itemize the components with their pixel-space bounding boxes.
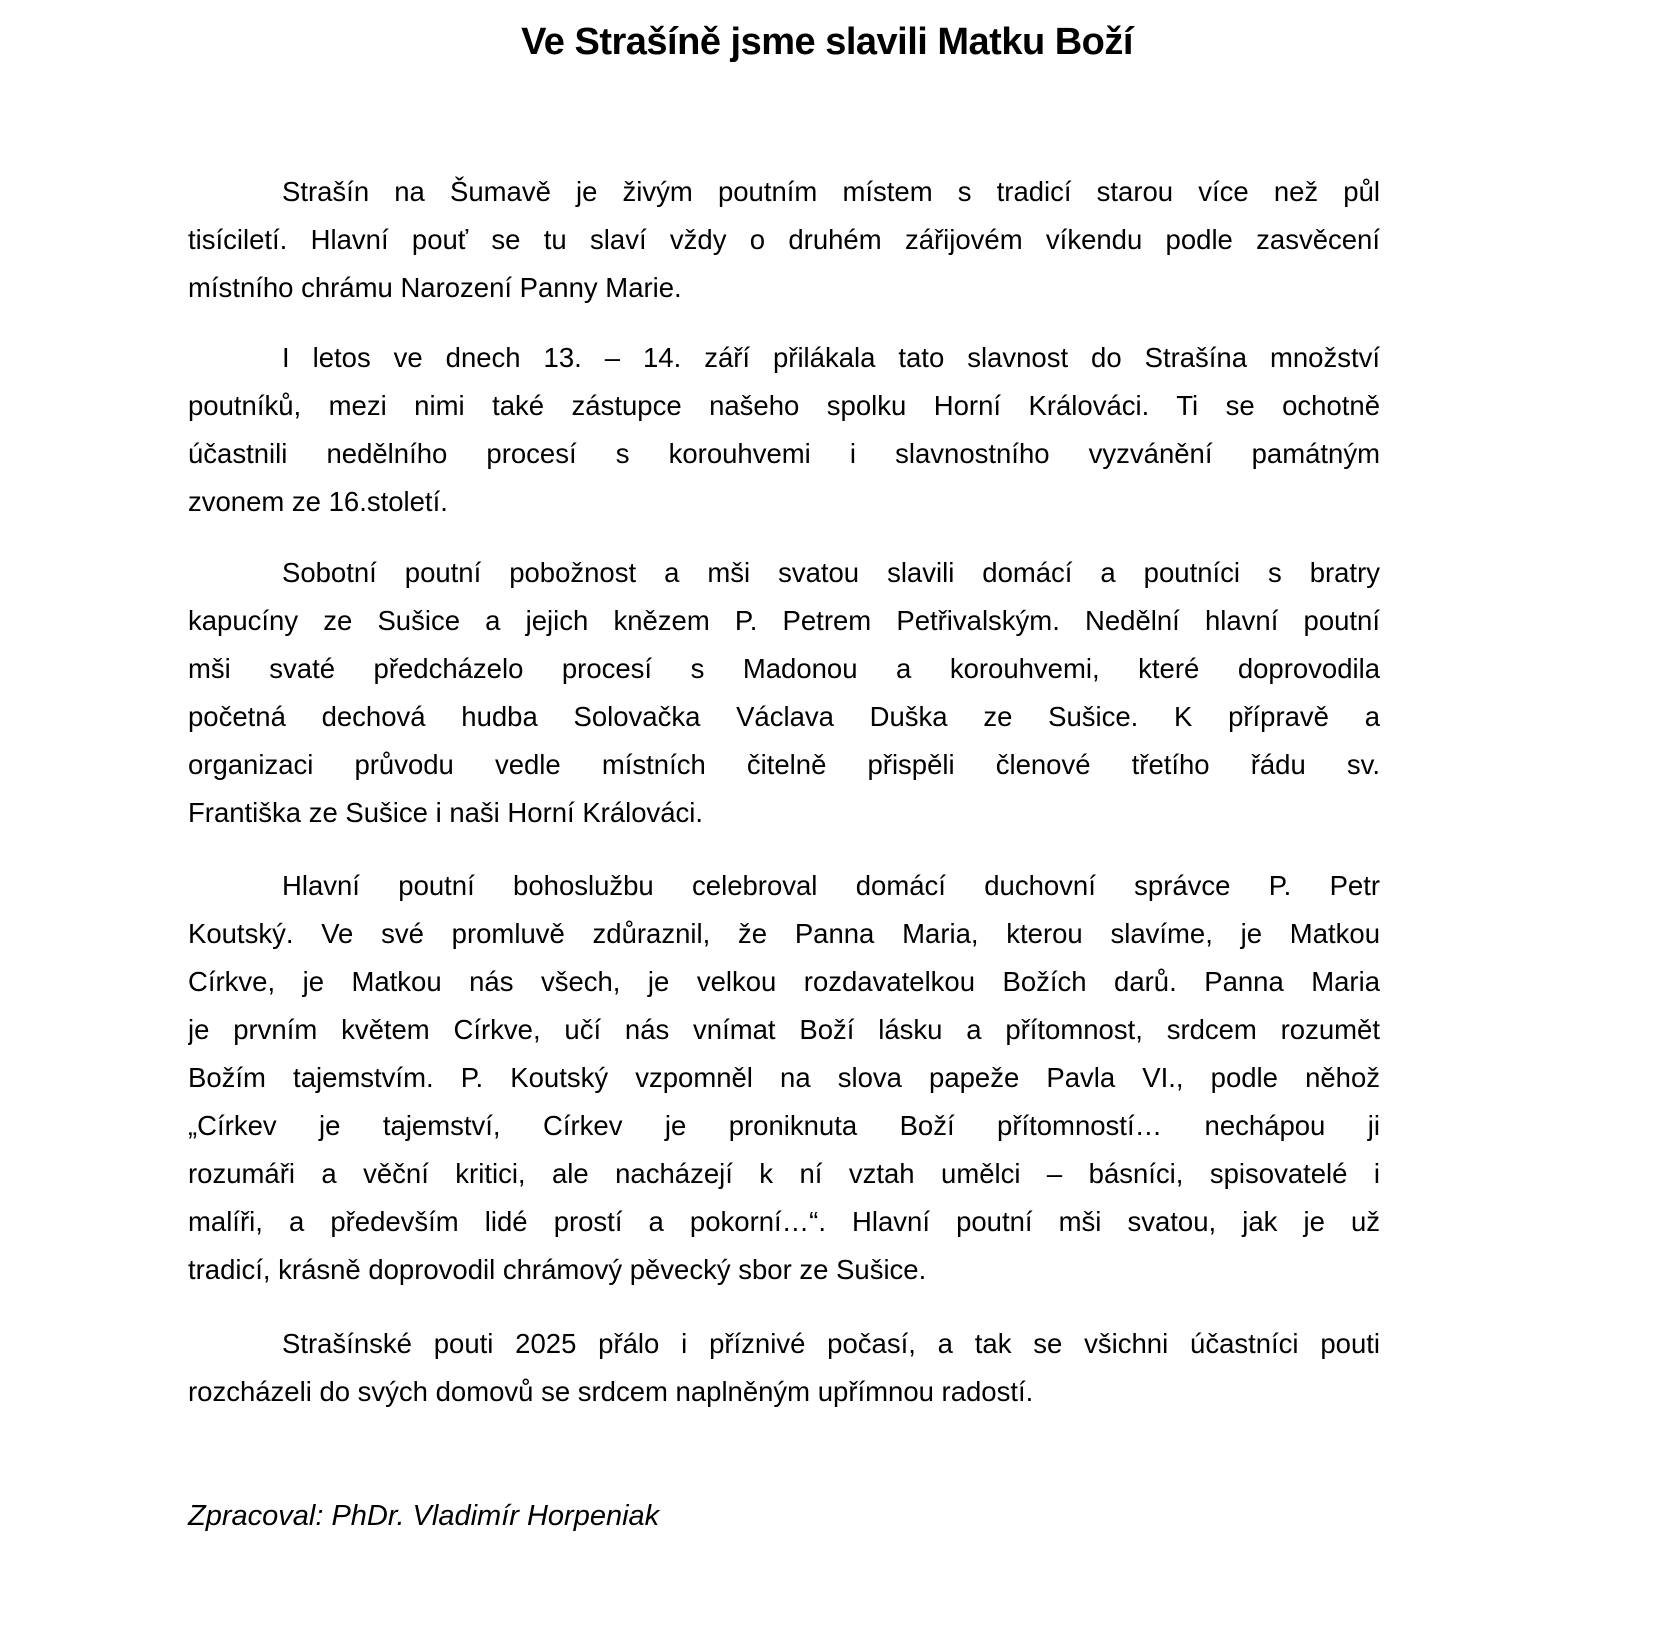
paragraph-2 [188,334,1380,526]
paragraph-5 [188,1320,1380,1416]
text-line: organizaci průvodu vedle místních čitelně přispěli členové třetího řádu sv. [188,749,1380,780]
text-line: kapucíny ze Sušice a jejich knězem P. Petrem Petřivalským. Nedělní hlavní poutní [188,605,1380,636]
text-line: rozcházeli do svých domovů se srdcem naplněným upřímnou radostí. [188,1376,1034,1407]
author-signature: Zpracoval: PhDr. Vladimír Horpeniak [188,1500,660,1532]
text-line: Božím tajemstvím. P. Koutský vzpomněl na slova papeže Pavla VI., podle něhož [188,1062,1380,1093]
text-line: Hlavní poutní bohoslužbu celebroval domácí duchovní správce P. Petr [282,870,1380,901]
text-line: Sobotní poutní pobožnost a mši svatou slavili domácí a poutníci s bratry [282,557,1380,588]
text-line: místního chrámu Narození Panny Marie. [188,272,682,303]
text-line: účastnili nedělního procesí s korouhvemi i slavnostního vyzvánění památným [188,438,1380,469]
text-line: Církve, je Matkou nás všech, je velkou rozdavatelkou Božích darů. Panna Maria [188,966,1380,997]
text-line: rozumáři a věční kritici, ale nacházejí k ní vztah umělci – básníci, spisovatelé i [188,1158,1380,1189]
article-title: Ve Strašíně jsme slavili Matku Boží [521,21,1133,63]
text-line: malíři, a především lidé prostí a pokorní…“. Hlavní poutní mši svatou, jak je už [188,1206,1380,1237]
text-line: „Církev je tajemství, Církev je proniknuta Boží přítomností… nechápou ji [188,1110,1380,1141]
text-line: I letos ve dnech 13. – 14. září přilákala tato slavnost do Strašína množství [282,342,1380,373]
text-line: Strašínské pouti 2025 přálo i příznivé počasí, a tak se všichni účastníci pouti [282,1328,1380,1359]
paragraph-3 [188,549,1380,837]
text-line: tradicí, krásně doprovodil chrámový pěvecký sbor ze Sušice. [188,1254,927,1285]
text-line: mši svaté předcházelo procesí s Madonou a korouhvemi, které doprovodila [188,653,1380,684]
text-line: početná dechová hudba Solovačka Václava Duška ze Sušice. K přípravě a [188,701,1380,732]
text-line: Strašín na Šumavě je živým poutním místem s tradicí starou více než půl [282,176,1380,207]
text-line: Koutský. Ve své promluvě zdůraznil, že Panna Maria, kterou slavíme, je Matkou [188,918,1380,949]
text-line: tisíciletí. Hlavní pouť se tu slaví vždy o druhém zářijovém víkendu podle zasvěcení [188,224,1380,255]
text-line: poutníků, mezi nimi také zástupce našeho spolku Horní Králováci. Ti se ochotně [188,390,1380,421]
paragraph-4 [188,862,1380,1294]
paragraph-1 [188,168,1380,312]
text-line: je prvním květem Církve, učí nás vnímat Boží lásku a přítomnost, srdcem rozumět [188,1014,1380,1045]
text-line: zvonem ze 16.století. [188,486,448,517]
text-line: Františka ze Sušice i naši Horní Králováci. [188,797,704,828]
